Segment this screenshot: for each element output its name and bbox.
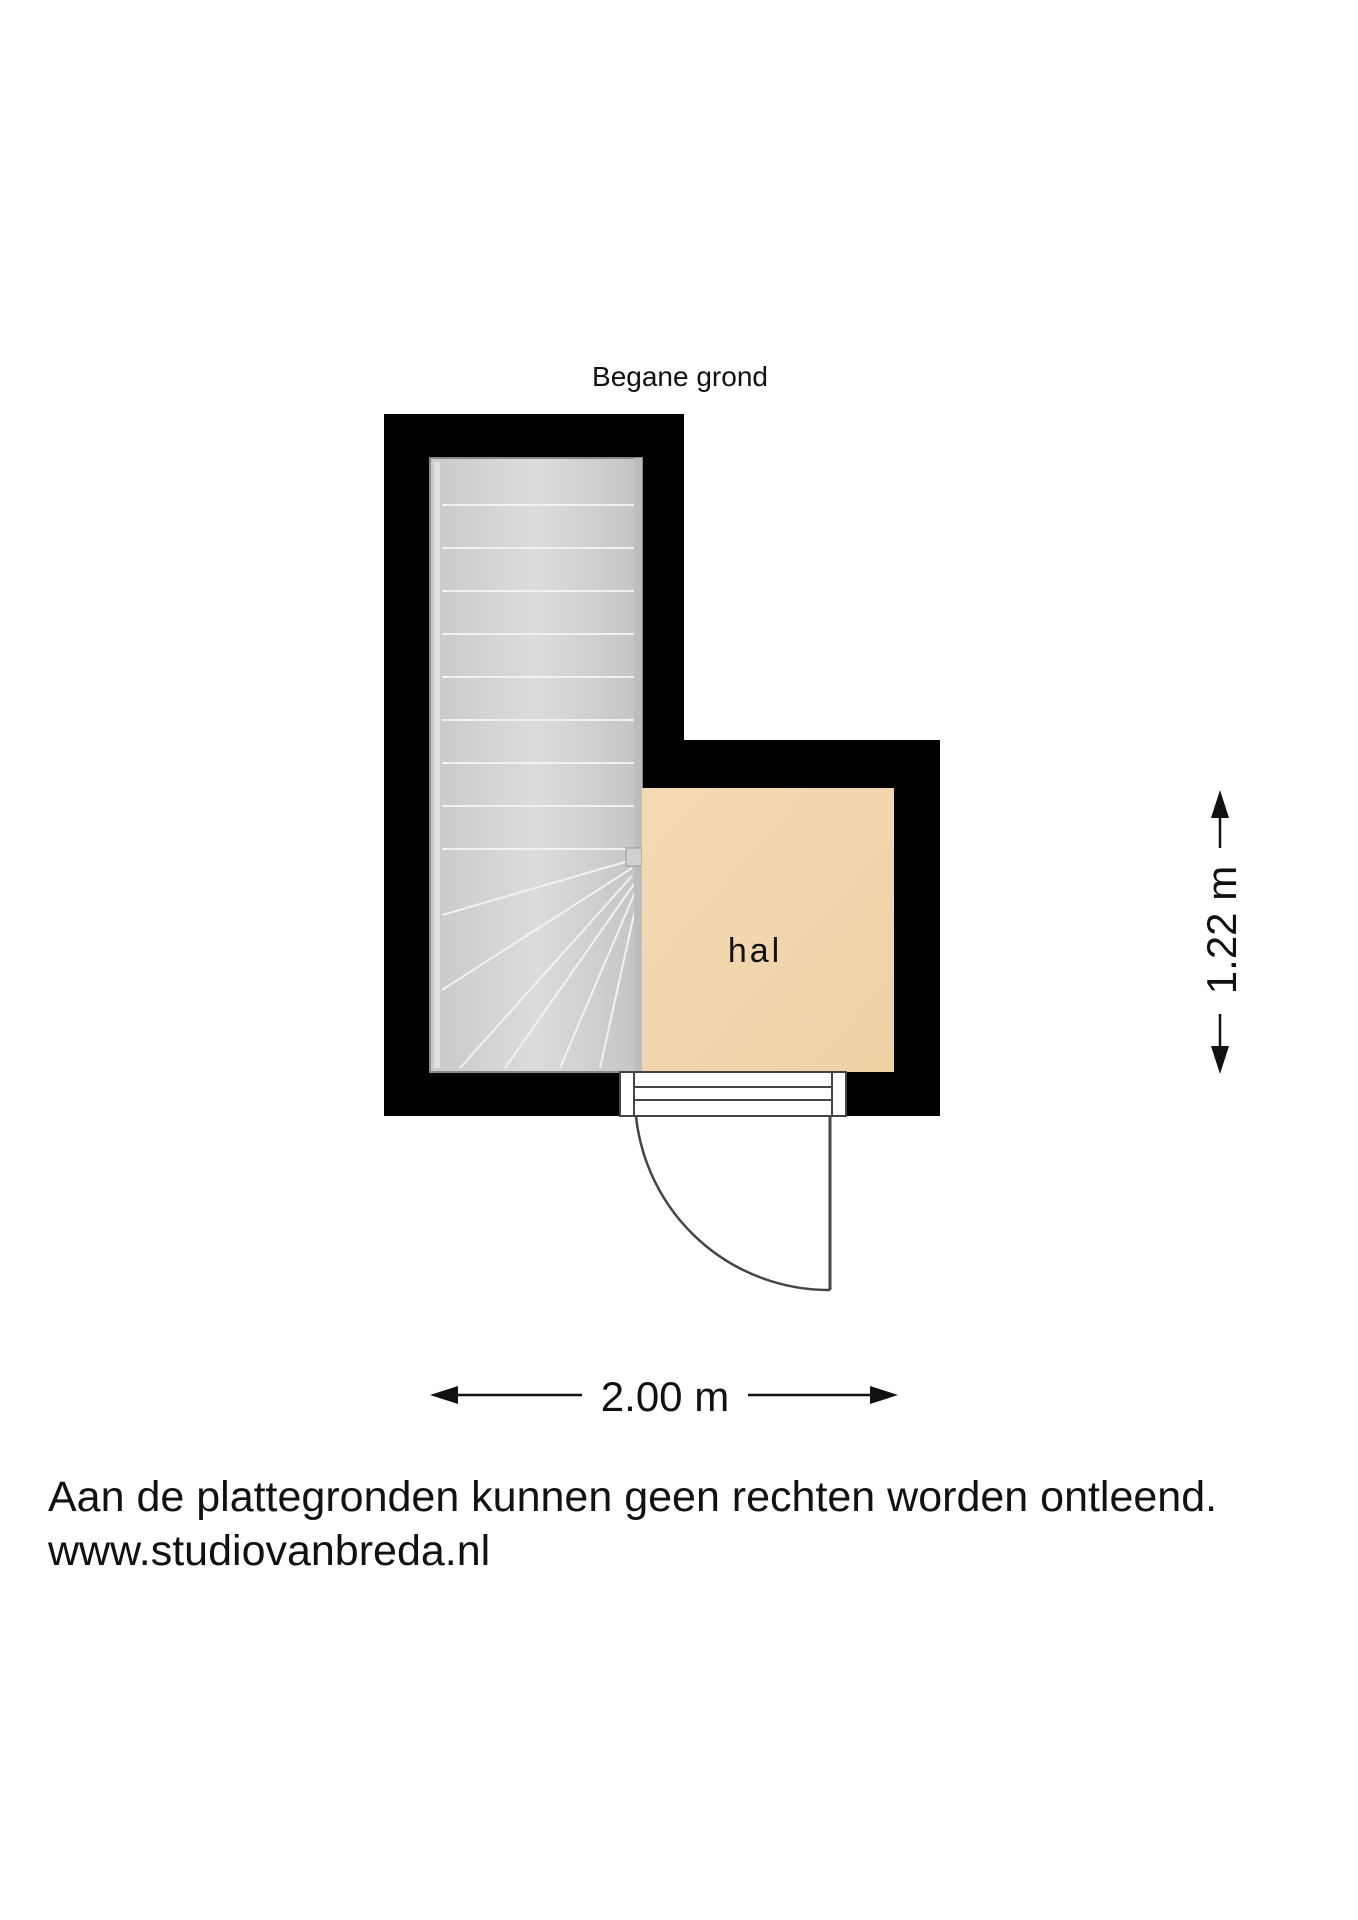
stair-inner-edge	[434, 462, 440, 1068]
width-dimension-label: 2.00 m	[600, 1373, 730, 1420]
hal-room	[642, 788, 894, 1072]
website-link[interactable]: www.studiovanbreda.nl	[48, 1527, 491, 1575]
door-opening	[620, 1072, 846, 1116]
stair-newel	[626, 848, 642, 866]
floor-title: Begane grond	[592, 361, 768, 392]
height-dimension-label: 1.22 m	[1198, 865, 1245, 995]
footer	[48, 1470, 1338, 1578]
stair-stringer	[634, 458, 642, 1072]
stairwell	[430, 458, 642, 1072]
hal-label: hal	[727, 932, 783, 970]
door-swing-arc	[636, 1116, 830, 1290]
disclaimer-text: Aan de plattegronden kunnen geen rechten worden ontleend.	[48, 1473, 1218, 1521]
